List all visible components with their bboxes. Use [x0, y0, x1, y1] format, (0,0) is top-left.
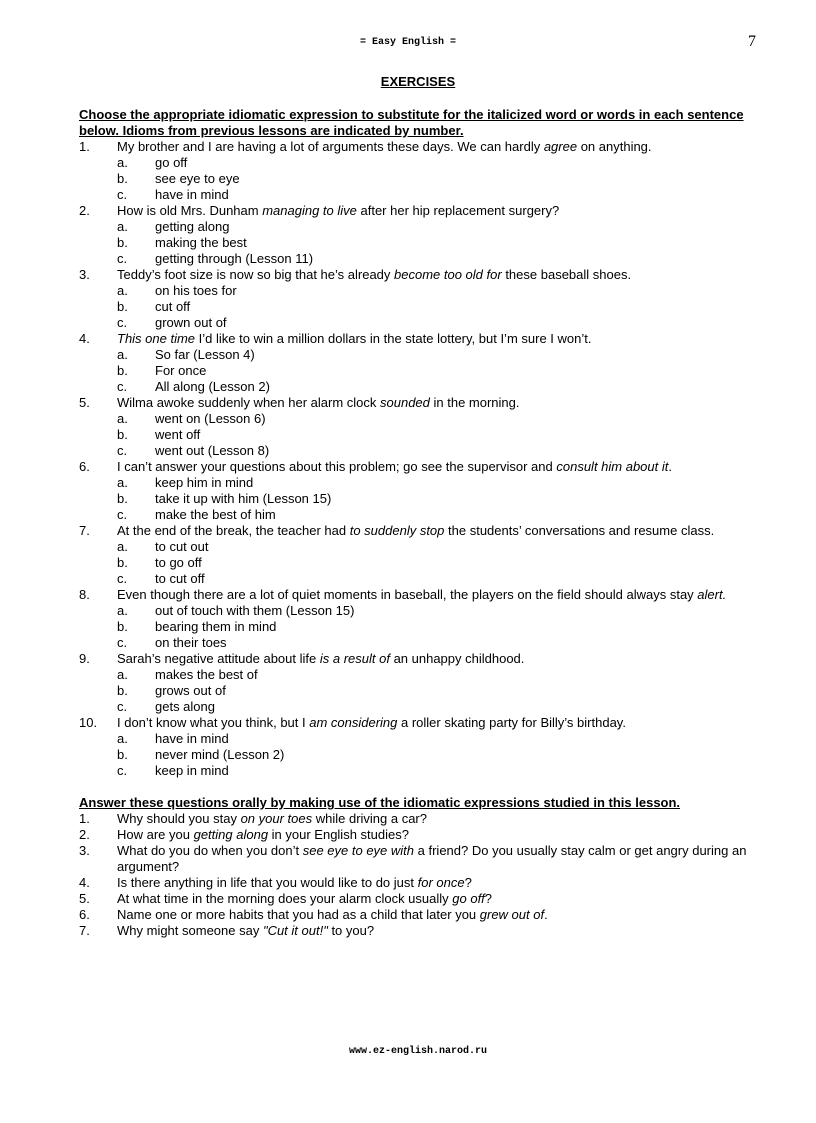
question-text	[117, 651, 759, 667]
text-segment: Even though there are a lot of quiet moments in baseball, the players on the field should always stay	[117, 587, 698, 602]
question-number: 2.	[79, 827, 90, 842]
text-segment: to you?	[327, 923, 375, 938]
exercise2-list	[79, 811, 759, 939]
italic-phrase: see eye to eye with	[302, 843, 415, 858]
answer-option	[79, 219, 759, 235]
option-text: All along (Lesson 2)	[155, 379, 270, 394]
option-letter: a.	[117, 731, 128, 746]
question-text	[117, 267, 759, 283]
answer-option	[79, 571, 759, 587]
option-letter: b.	[117, 427, 128, 442]
option-letter: c.	[117, 379, 128, 394]
answer-option	[79, 539, 759, 555]
option-letter: b.	[117, 363, 128, 378]
answer-option	[79, 187, 759, 203]
option-text: getting through (Lesson 11)	[155, 251, 314, 266]
option-text: bearing them in mind	[155, 619, 277, 634]
oral-question-item	[79, 907, 759, 923]
answer-option	[79, 171, 759, 187]
option-text: to cut out	[155, 539, 209, 554]
option-text: to go off	[155, 555, 202, 570]
exercise2-instructions: Answer these questions orally by making use of the idiomatic expressions studied in this lesson.	[79, 795, 681, 810]
question-number: 1.	[79, 811, 90, 826]
italic-phrase: alert.	[697, 587, 727, 602]
question-number: 6.	[79, 459, 90, 474]
text-segment: Name one or more habits that you had as a child that later you	[117, 907, 480, 922]
question-text	[117, 715, 759, 731]
question-number: 3.	[79, 843, 90, 858]
question-text	[117, 587, 759, 603]
text-segment: the students’ conversations and resume class.	[444, 523, 715, 538]
text-segment: I’d like to win a million dollars in the state lottery, but I’m sure I won’t.	[195, 331, 592, 346]
question-number: 9.	[79, 651, 90, 666]
text-segment: ?	[464, 875, 472, 890]
question-item	[79, 651, 759, 667]
text-segment: on anything.	[577, 139, 652, 154]
answer-option	[79, 475, 759, 491]
question-item	[79, 523, 759, 539]
option-letter: c.	[117, 763, 128, 778]
answer-option	[79, 411, 759, 427]
italic-phrase: to suddenly stop	[349, 523, 445, 538]
option-text: grows out of	[155, 683, 226, 698]
italic-phrase: sounded	[380, 395, 430, 410]
text-segment: Teddy’s foot size is now so big that he’s already	[117, 267, 395, 282]
text-segment: while driving a car?	[312, 811, 427, 826]
text-segment: My brother and I are having a lot of arguments these days. We can hardly	[117, 139, 544, 154]
question-number: 2.	[79, 203, 90, 218]
option-text: have in mind	[155, 731, 229, 746]
question-text	[117, 139, 759, 155]
option-letter: a.	[117, 667, 128, 682]
option-text: take it up with him (Lesson 15)	[155, 491, 332, 506]
question-number: 4.	[79, 331, 90, 346]
question-item	[79, 459, 759, 475]
oral-question-item	[79, 843, 759, 875]
text-segment: Sarah’s negative attitude about life	[117, 651, 320, 666]
option-text: out of touch with them (Lesson 15)	[155, 603, 355, 618]
text-segment: How are you	[117, 827, 194, 842]
italic-phrase: managing to live	[262, 203, 357, 218]
option-letter: b.	[117, 683, 128, 698]
option-text: go off	[155, 155, 188, 170]
option-letter: a.	[117, 539, 128, 554]
question-text	[117, 827, 759, 843]
question-item	[79, 331, 759, 347]
option-letter: b.	[117, 491, 128, 506]
question-number: 8.	[79, 587, 90, 602]
option-letter: a.	[117, 475, 128, 490]
option-text: make the best of him	[155, 507, 276, 522]
question-text	[117, 459, 759, 475]
answer-option	[79, 443, 759, 459]
option-letter: c.	[117, 635, 128, 650]
option-text: gets along	[155, 699, 215, 714]
option-letter: b.	[117, 555, 128, 570]
italic-phrase: "Cut it out!"	[262, 923, 328, 938]
option-text: see eye to eye	[155, 171, 240, 186]
exercises-content	[79, 107, 759, 939]
question-number: 5.	[79, 891, 90, 906]
question-item	[79, 395, 759, 411]
italic-phrase: am considering	[309, 715, 398, 730]
option-letter: c.	[117, 187, 128, 202]
italic-phrase: for once	[417, 875, 465, 890]
option-letter: b.	[117, 747, 128, 762]
text-segment: I can’t answer your questions about this problem; go see the supervisor and	[117, 459, 557, 474]
text-segment: Wilma awoke suddenly when her alarm clock	[117, 395, 380, 410]
italic-phrase: This one time	[117, 331, 196, 346]
option-text: keep in mind	[155, 763, 229, 778]
option-text: getting along	[155, 219, 230, 234]
option-text: grown out of	[155, 315, 227, 330]
answer-option	[79, 427, 759, 443]
question-text	[117, 395, 759, 411]
option-letter: a.	[117, 283, 128, 298]
question-number: 7.	[79, 923, 90, 938]
text-segment: Why might someone say	[117, 923, 263, 938]
text-segment: .	[544, 907, 548, 922]
page-title: EXERCISES	[380, 74, 456, 89]
text-segment: Is there anything in life that you would like to do just	[117, 875, 418, 890]
option-text: have in mind	[155, 187, 229, 202]
footer-url: www.ez-english.narod.ru	[348, 1046, 488, 1057]
answer-option	[79, 635, 759, 651]
question-text	[117, 811, 759, 827]
italic-phrase: grew out of	[479, 907, 545, 922]
question-text	[117, 203, 759, 219]
question-text	[117, 923, 759, 939]
italic-phrase: become too old for	[394, 267, 502, 282]
text-segment: At what time in the morning does your alarm clock usually	[117, 891, 453, 906]
italic-phrase: agree	[543, 139, 578, 154]
exercise1-list	[79, 139, 759, 779]
answer-option	[79, 347, 759, 363]
oral-question-item	[79, 923, 759, 939]
question-item	[79, 587, 759, 603]
option-letter: b.	[117, 235, 128, 250]
question-number: 5.	[79, 395, 90, 410]
answer-option	[79, 251, 759, 267]
italic-phrase: consult him about it	[556, 459, 669, 474]
answer-option	[79, 491, 759, 507]
answer-option	[79, 363, 759, 379]
question-text	[117, 843, 759, 875]
text-segment: these baseball shoes.	[501, 267, 632, 282]
option-text: went out (Lesson 8)	[155, 443, 270, 458]
option-letter: b.	[117, 171, 128, 186]
option-letter: c.	[117, 251, 128, 266]
option-text: keep him in mind	[155, 475, 254, 490]
option-text: went on (Lesson 6)	[155, 411, 266, 426]
question-item	[79, 715, 759, 731]
italic-phrase: go off	[452, 891, 485, 906]
answer-option	[79, 283, 759, 299]
option-text: went off	[155, 427, 201, 442]
oral-question-item	[79, 875, 759, 891]
question-text	[117, 875, 759, 891]
option-text: For once	[155, 363, 207, 378]
question-number: 7.	[79, 523, 90, 538]
italic-phrase: is a result of	[319, 651, 390, 666]
question-number: 3.	[79, 267, 90, 282]
text-segment: I don’t know what you think, but I	[117, 715, 310, 730]
answer-option	[79, 299, 759, 315]
text-segment: after her hip replacement surgery?	[356, 203, 560, 218]
question-text	[117, 331, 759, 347]
answer-option	[79, 731, 759, 747]
option-text: on their toes	[155, 635, 227, 650]
question-item	[79, 203, 759, 219]
option-letter: c.	[117, 699, 128, 714]
answer-option	[79, 667, 759, 683]
text-segment: At the end of the break, the teacher had	[117, 523, 350, 538]
question-number: 4.	[79, 875, 90, 890]
option-letter: a.	[117, 219, 128, 234]
text-segment: in your English studies?	[268, 827, 409, 842]
question-text	[117, 891, 759, 907]
option-letter: c.	[117, 507, 128, 522]
option-letter: c.	[117, 443, 128, 458]
answer-option	[79, 379, 759, 395]
option-letter: b.	[117, 619, 128, 634]
answer-option	[79, 763, 759, 779]
question-number: 6.	[79, 907, 90, 922]
answer-option	[79, 235, 759, 251]
text-segment: a roller skating party for Billy’s birthday.	[397, 715, 626, 730]
option-letter: a.	[117, 347, 128, 362]
text-segment: How is old Mrs. Dunham	[117, 203, 263, 218]
page-number: 7	[748, 33, 756, 50]
answer-option	[79, 619, 759, 635]
question-number: 1.	[79, 139, 90, 154]
option-text: makes the best of	[155, 667, 258, 682]
option-letter: a.	[117, 411, 128, 426]
answer-option	[79, 747, 759, 763]
text-segment: an unhappy childhood.	[389, 651, 525, 666]
italic-phrase: getting along	[193, 827, 269, 842]
option-letter: c.	[117, 315, 128, 330]
text-segment: ?	[484, 891, 493, 906]
oral-question-item	[79, 891, 759, 907]
option-text: to cut off	[155, 571, 205, 586]
question-item	[79, 267, 759, 283]
answer-option	[79, 683, 759, 699]
option-text: cut off	[155, 299, 191, 314]
option-text: on his toes for	[155, 283, 237, 298]
answer-option	[79, 507, 759, 523]
answer-option	[79, 555, 759, 571]
answer-option	[79, 155, 759, 171]
italic-phrase: on your toes	[240, 811, 313, 826]
option-letter: a.	[117, 155, 128, 170]
option-text: making the best	[155, 235, 247, 250]
option-letter: c.	[117, 571, 128, 586]
text-segment: in the morning.	[429, 395, 520, 410]
option-letter: b.	[117, 299, 128, 314]
answer-option	[79, 699, 759, 715]
option-text: never mind (Lesson 2)	[155, 747, 285, 762]
exercise1-instructions: Choose the appropriate idiomatic expression to substitute for the italicized word or words in each sentence below. Idioms from previous lessons are indicated by number.	[79, 107, 744, 138]
text-segment: .	[668, 459, 672, 474]
oral-question-item	[79, 811, 759, 827]
question-text	[117, 523, 759, 539]
option-letter: a.	[117, 603, 128, 618]
answer-option	[79, 603, 759, 619]
text-segment: What do you do when you don’t	[117, 843, 303, 858]
question-text	[117, 907, 759, 923]
question-number: 10.	[79, 715, 98, 730]
question-item	[79, 139, 759, 155]
text-segment: a friend? Do you usually stay calm or get angry during an argument?	[117, 843, 747, 874]
text-segment: Why should you stay	[117, 811, 241, 826]
header-site-title: = Easy English =	[359, 37, 456, 48]
option-text: So far (Lesson 4)	[155, 347, 255, 362]
answer-option	[79, 315, 759, 331]
oral-question-item	[79, 827, 759, 843]
